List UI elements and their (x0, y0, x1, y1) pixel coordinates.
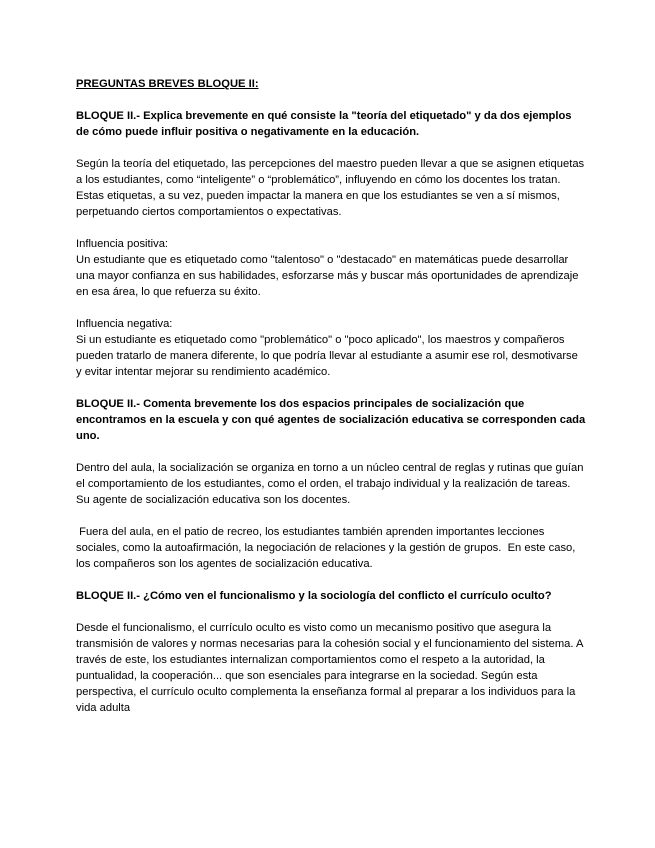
document-title: PREGUNTAS BREVES BLOQUE II: (76, 78, 259, 90)
question-2: BLOQUE II.- Comenta brevemente los dos espacios principales de socialización que encontramos en la escuela y con qué agentes de socialización educativa se corresponden cada uno. (76, 398, 586, 442)
question-3: BLOQUE II.- ¿Cómo ven el funcionalismo y la sociología del conflicto el currículo oculto? (76, 590, 552, 602)
answer-1-intro: Según la teoría del etiquetado, las percepciones del maestro pueden llevar a que se asignen etiquetas a los estudiantes, como “inteligente” o “problemático”, influyendo en cómo los docentes los tratan. Estas etiquetas, a su vez, pueden impactar la manera en que los estudiantes se ven a sí mismos, perpetuando ciertos comportamientos o expectativas. (76, 158, 585, 218)
question-1: BLOQUE II.- Explica brevemente en qué consiste la "teoría del etiquetado" y da dos ejemplos de cómo puede influir positiva o negativamente en la educación. (76, 110, 572, 138)
answer-2-paragraph-2: Fuera del aula, en el patio de recreo, los estudiantes también aprenden importantes lecciones sociales, como la autoafirmación, la negociación de relaciones y la gestión de grupos. En este caso, los compañeros son los agentes de socialización educativa. (76, 526, 579, 570)
negative-influence-label: Influencia negativa: (76, 318, 173, 330)
answer-3-paragraph-1: Desde el funcionalismo, el currículo oculto es visto como un mecanismo positivo que asegura la transmisión de valores y normas necesarias para la cohesión social y el funcionamiento del sistema. A través de este, los estudiantes internalizan comportamientos como el respeto a la autoridad, la puntualidad, la cooperación... que son esenciales para integrarse en la sociedad. Según esta perspectiva, el currículo oculto complementa la enseñanza formal al preparar a los individuos para la vida adulta (76, 622, 583, 714)
document-page (76, 76, 586, 732)
negative-influence-text: Si un estudiante es etiquetado como "problemático" o "poco aplicado", los maestros y compañeros pueden tratarlo de manera diferente, lo que podría llevar al estudiante a asumir ese rol, desmotivarse y evitar intentar mejorar su rendimiento académico. (76, 334, 578, 378)
answer-2-paragraph-1: Dentro del aula, la socialización se organiza en torno a un núcleo central de reglas y rutinas que guían el comportamiento de los estudiantes, como el orden, el trabajo individual y la realización de tareas. Su agente de socialización educativa son los docentes. (76, 462, 584, 506)
positive-influence-label: Influencia positiva: (76, 238, 169, 250)
positive-influence-text: Un estudiante que es etiquetado como "talentoso" o "destacado" en matemáticas puede desarrollar una mayor confianza en sus habilidades, esforzarse más y buscar más oportunidades de aprendizaje en esa área, lo que refuerza su éxito. (76, 254, 579, 298)
